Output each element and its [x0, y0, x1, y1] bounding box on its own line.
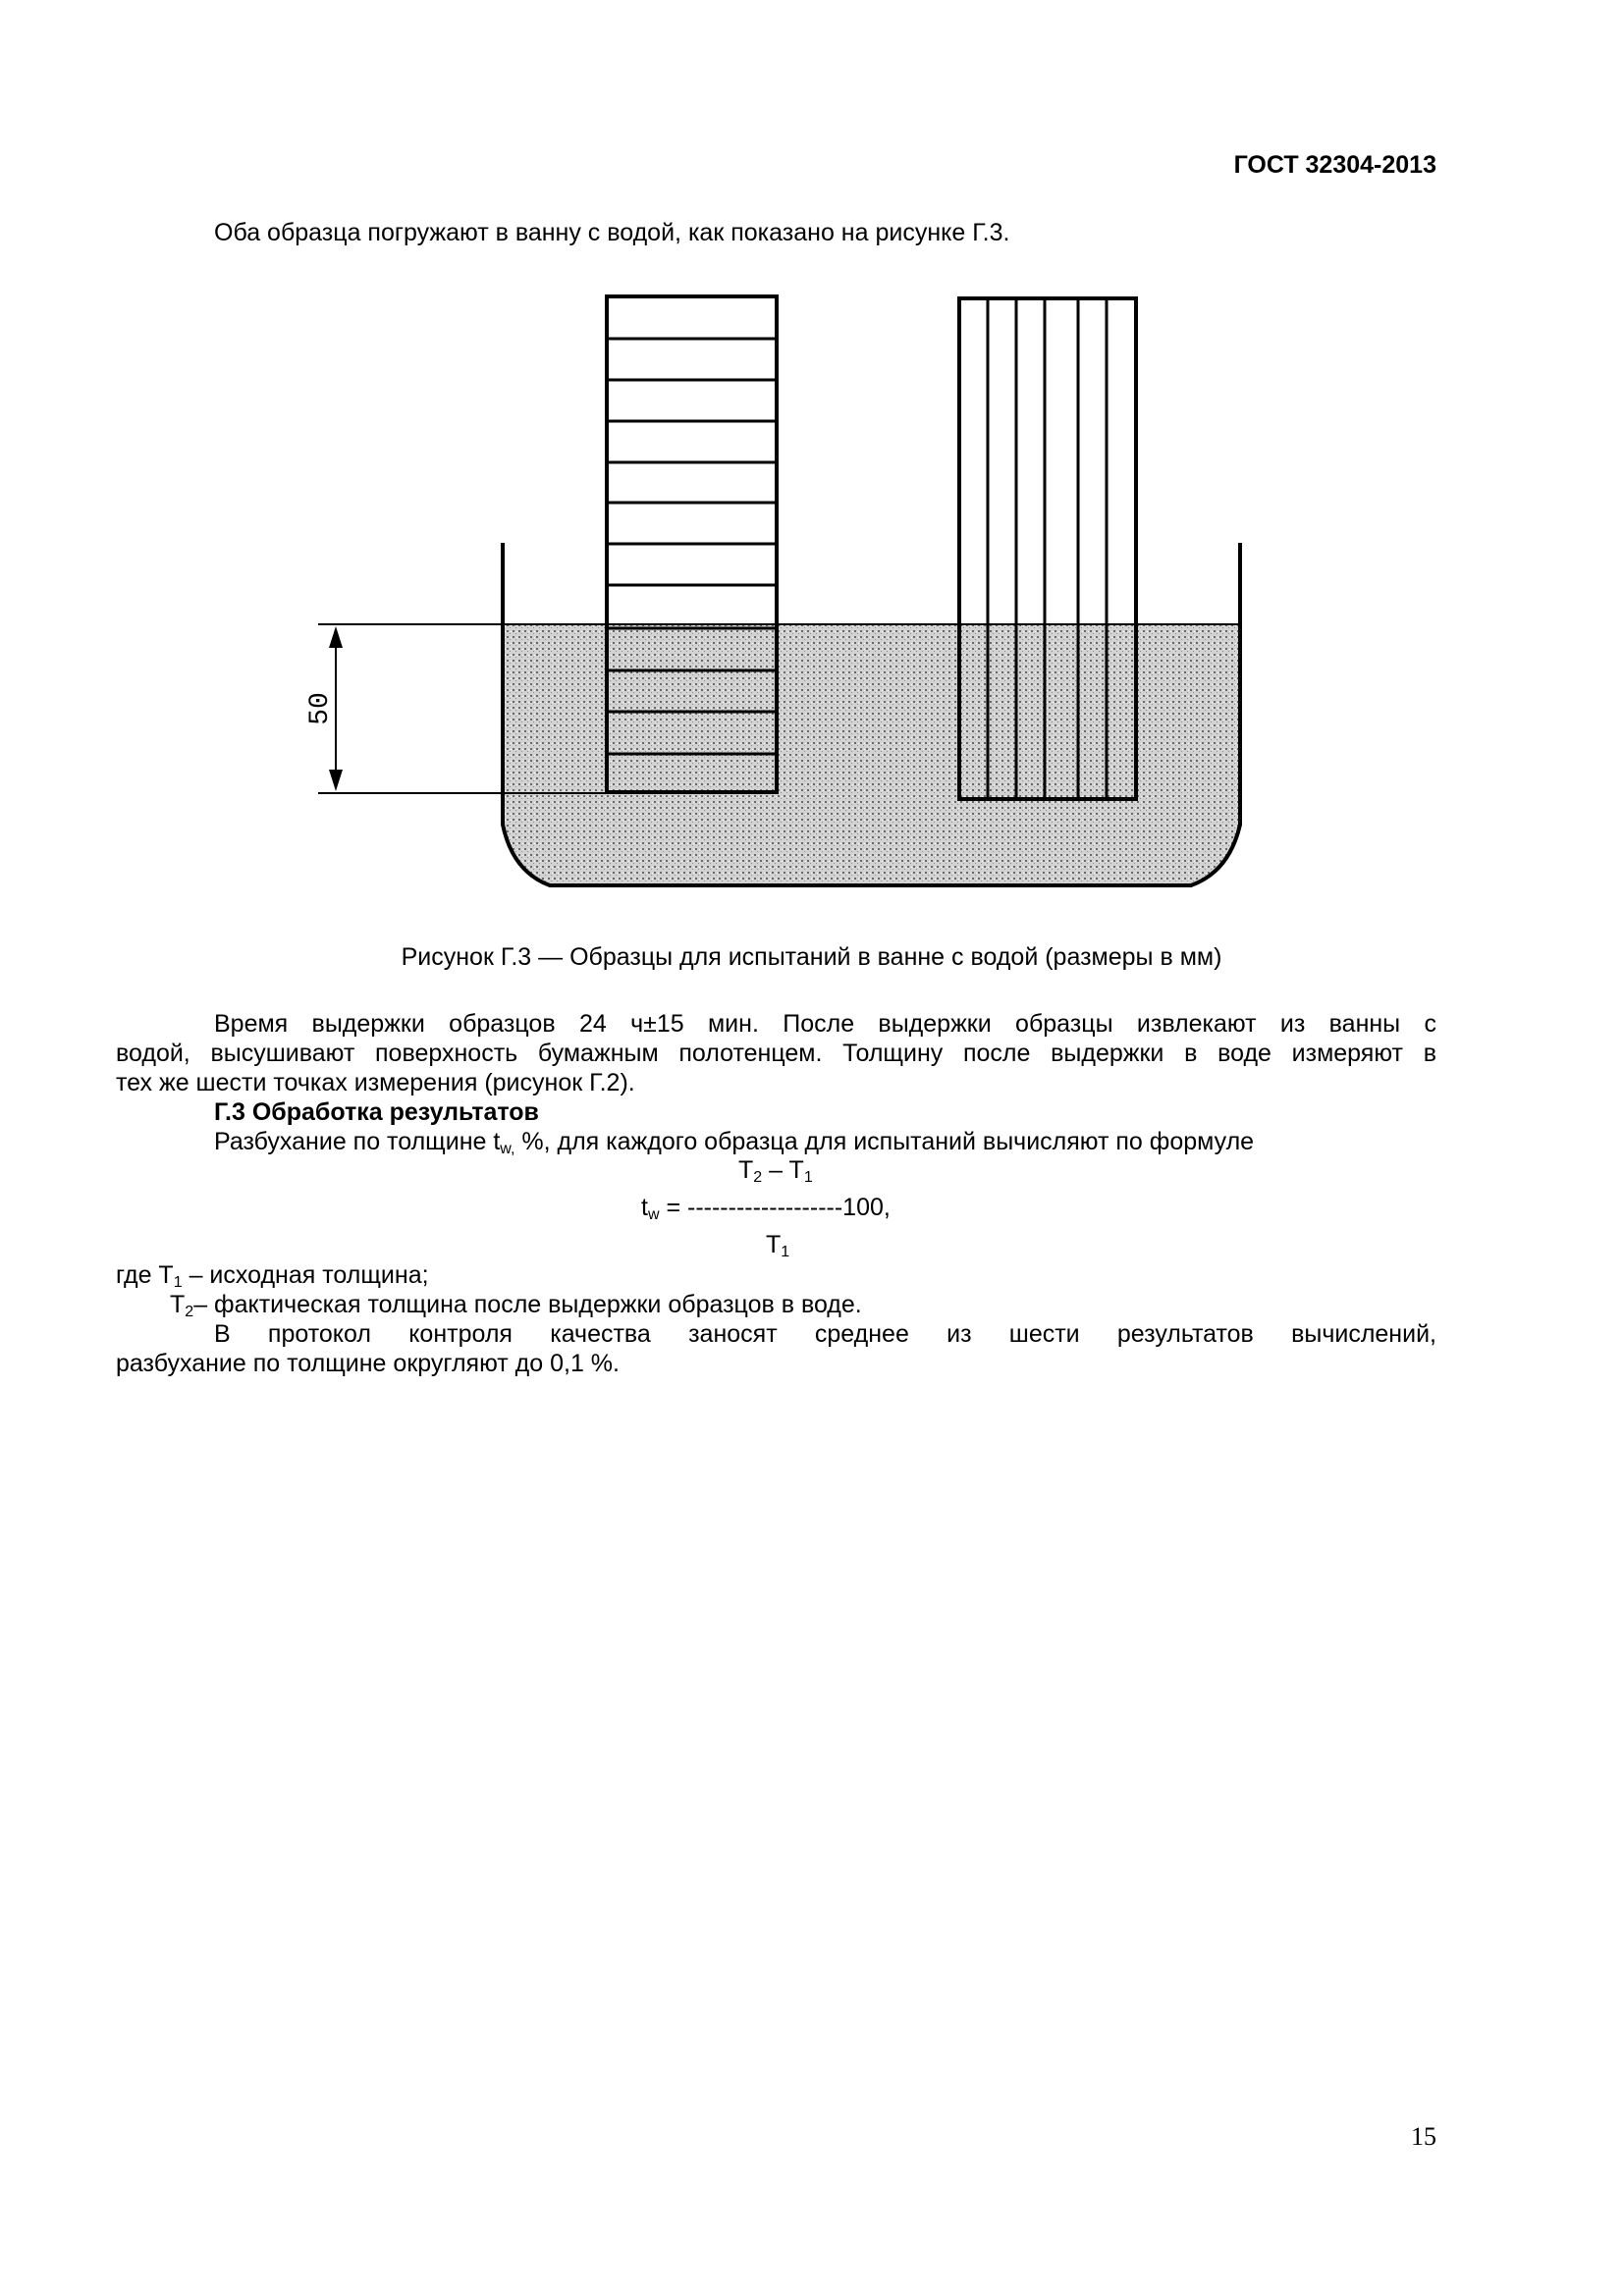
paragraph-line: водой, высушивают поверхность бумажным полотенцем. Толщину после выдержки в воде измеряют в [116, 1040, 1436, 1067]
intro-text: Оба образца погружают в ванну с водой, как показано на рисунке Г.3. [214, 219, 1010, 246]
formula-denominator: $T_1$ [766, 1231, 790, 1260]
formula-main-line: $t_w = -------------------100$, [641, 1194, 891, 1223]
paragraph-line: Время выдержки образцов 24 ч±15 мин. После выдержки образцы извлекают из ванны с [214, 1010, 1436, 1038]
paragraph-line: тех же шести точках измерения (рисунок Г.2). [116, 1069, 635, 1096]
formula-numerator: $T_2 - T_1$ [738, 1156, 813, 1186]
page-number: 15 [1411, 2122, 1436, 2151]
where-definition: $T_2-$ фактическая толщина после выдержки образцов в воде. [170, 1291, 862, 1320]
section-heading: Г.3 Обработка результатов [214, 1098, 539, 1126]
water-bath-figure [0, 0, 1623, 923]
dimension-label: 50 [305, 692, 336, 725]
formula-intro: Разбухание по толщине $t_{w,}$ %, для каждого образца для испытаний вычисляют по формуле [214, 1128, 1255, 1157]
paragraph-line: В протокол контроля качества заносят среднее из шести результатов вычислений, [214, 1320, 1436, 1348]
figure-caption: Рисунок Г.3 — Образцы для испытаний в ванне с водой (размеры в мм) [401, 943, 1222, 971]
paragraph-line: разбухание по толщине округляют до 0,1 %. [116, 1350, 620, 1377]
where-definition: где $T_1$ – исходная толщина; [116, 1261, 429, 1291]
document-id: ГОСТ 32304-2013 [1233, 151, 1436, 179]
